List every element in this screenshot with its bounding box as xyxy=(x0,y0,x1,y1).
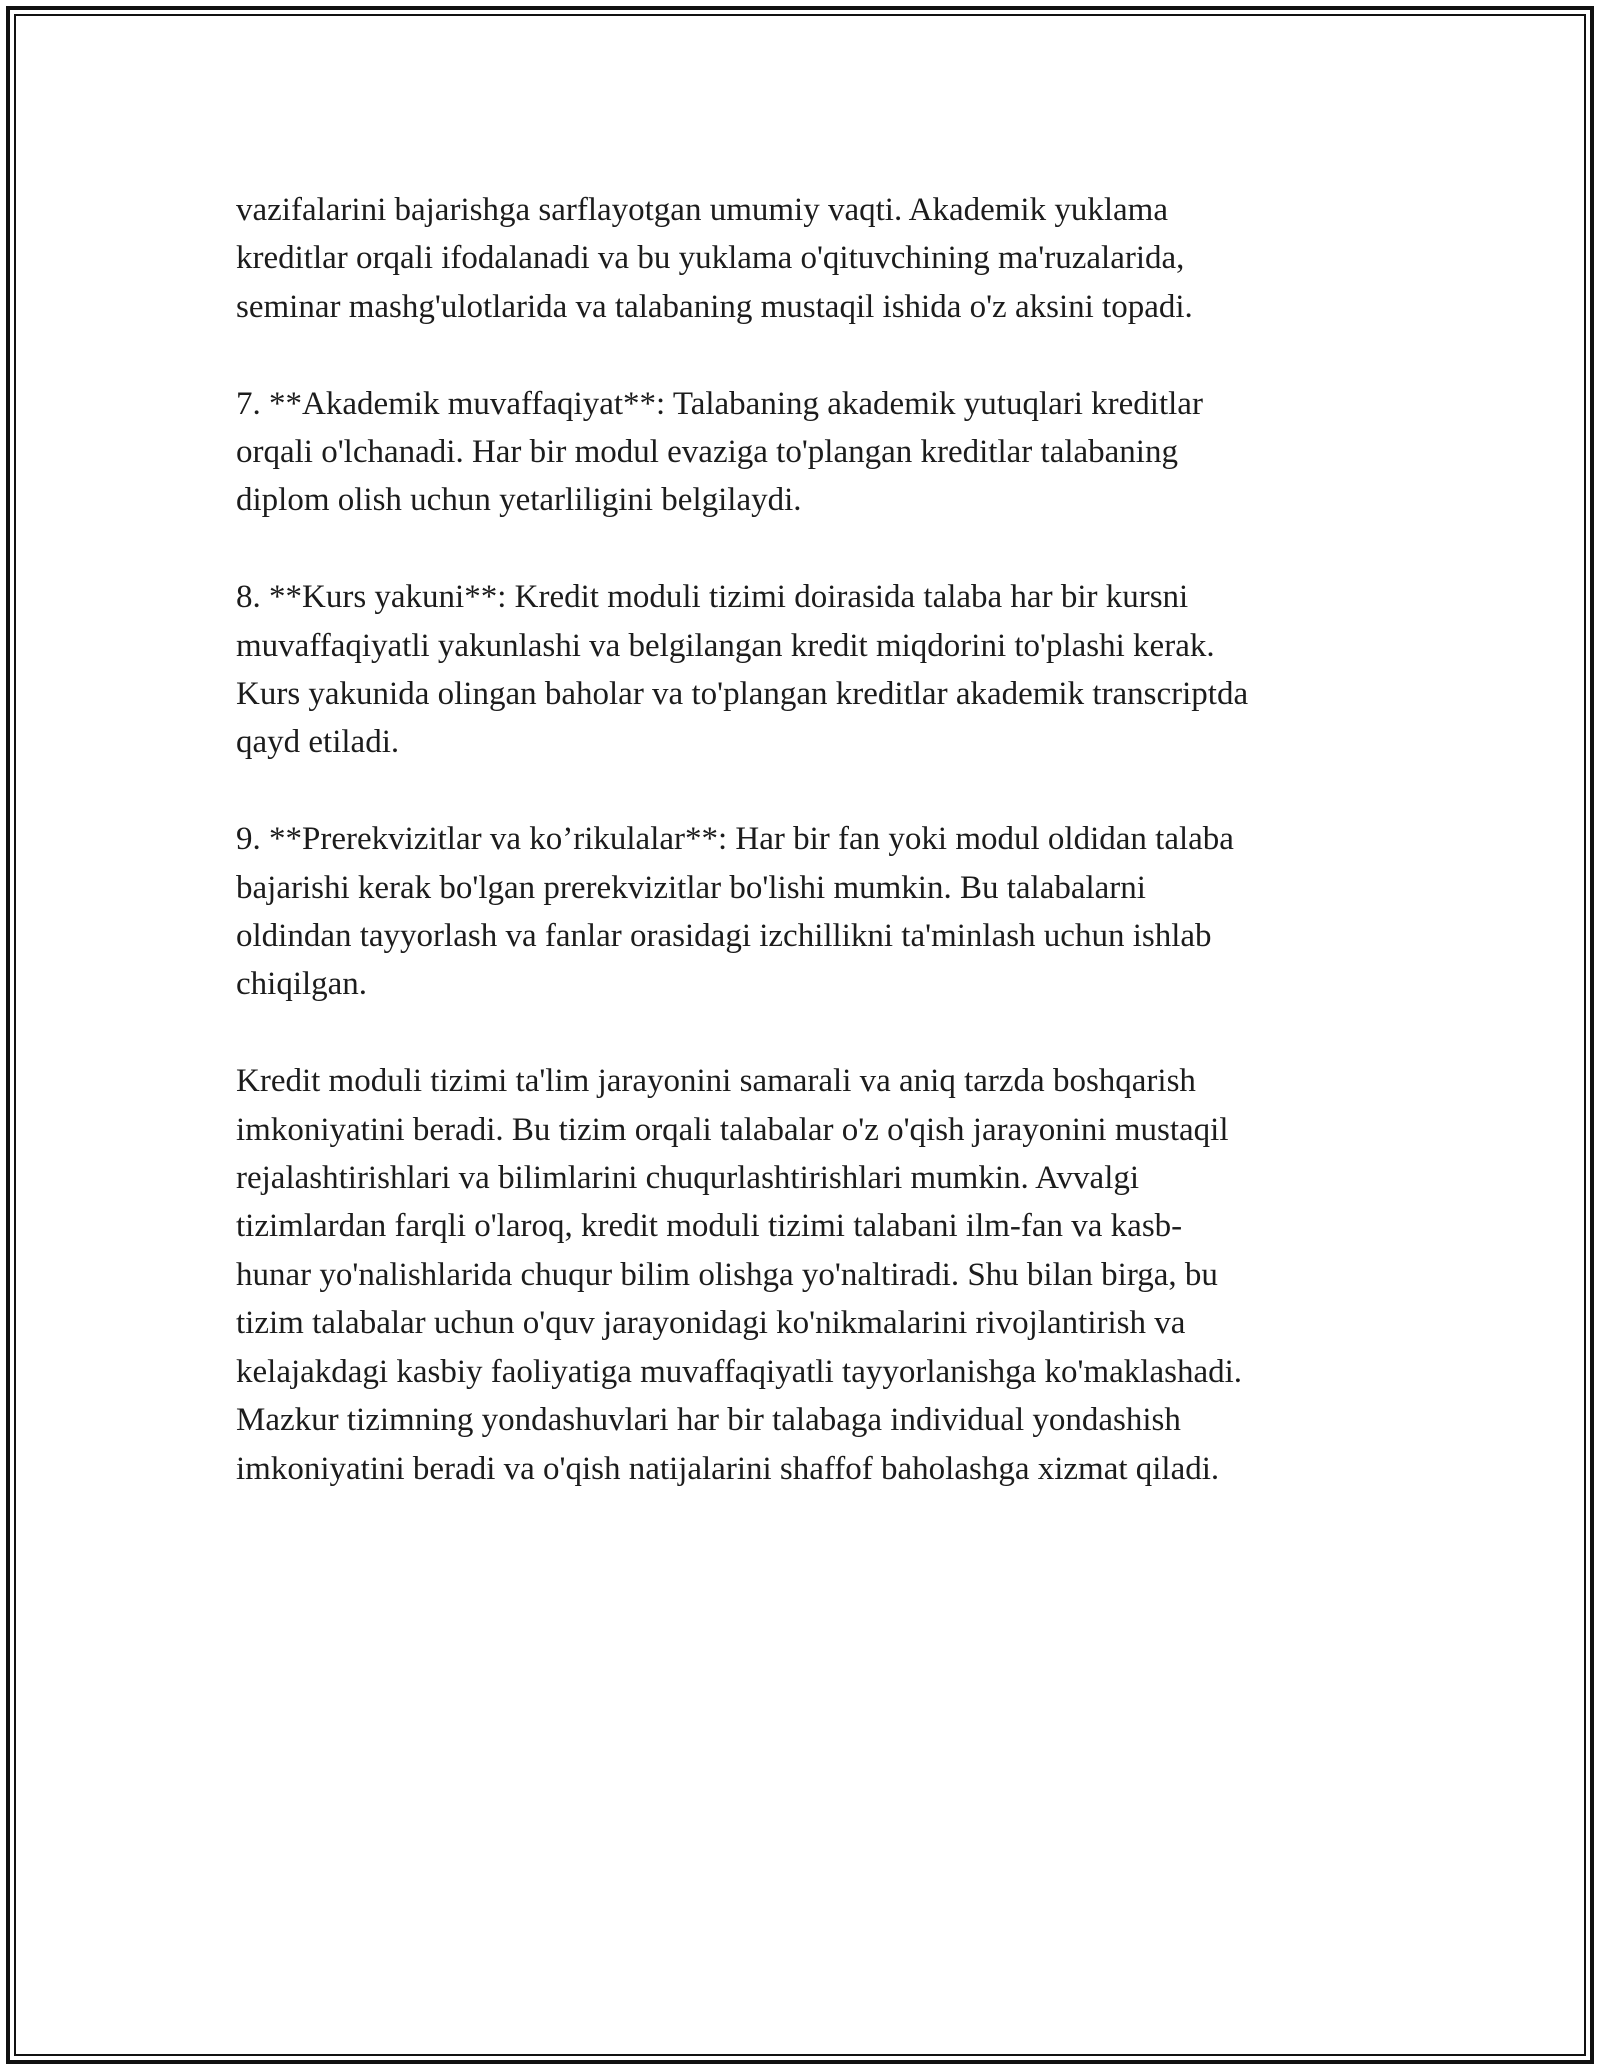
paragraph-conclusion: Kredit moduli tizimi ta'lim jarayonini samarali va aniq tarzda boshqarish imkoniyatini beradi. Bu tizim orqali talabalar o'z o'qish jarayonini mustaqil rejalashtirishlari va bilimlarini chuqurlashtirishlari mumkin. Avvalgi tizimlardan farqli o'laroq, kredit moduli tizimi talabani ilm-fan va kasb- hunar yo'nalishlarida chuqur bilim olishga yo'naltiradi. Shu bilan birga, bu tizim talabalar uchun o'quv jarayonidagi ko'nikmalarini rivojlantirish va kelajakdagi kasbiy faoliyatiga muvaffaqiyatli tayyorlanishga ko'maklashadi. Mazkur tizimning yondashuvlari har bir talabaga individual yondashish imkoniyatini beradi va o'qish natijalarini shaffof baholashga xizmat qiladi. xyxy=(236,1063,1243,1487)
paragraph-academic-load: vazifalarini bajarishga sarflayotgan umumiy vaqti. Akademik yuklama kreditlar orqali ifodalanadi va bu yuklama o'qituvchining ma'ruzalarida, seminar mashg'ulotlarida va talabaning mustaqil ishida o'z aksini topadi. xyxy=(236,192,1193,325)
paragraph-academic-success: 7. **Akademik muvaffaqiyat**: Talabaning akademik yutuqlari kreditlar orqali o'lchanadi. Har bir modul evaziga to'plangan kreditlar talabaning diplom olish uchun yetarliligini belgilaydi. xyxy=(236,385,1203,519)
document-body xyxy=(236,186,1366,1493)
paragraph-course-completion: 8. **Kurs yakuni**: Kredit moduli tizimi doirasida talaba har bir kursni muvaffaqiyatli yakunlashi va belgilangan kredit miqdorini to'plashi kerak. Kurs yakunida olingan baholar va to'plangan kreditlar akademik transcriptda qayd etiladi. xyxy=(236,579,1249,761)
paragraph-prerequisites: 9. **Prerekvizitlar va ko’rikulalar**: Har bir fan yoki modul oldidan talaba bajarishi kerak bo'lgan prerekvizitlar bo'lishi mumkin. Bu talabalarni oldindan tayyorlash va fanlar orasidagi izchillikni ta'minlash uchun ishlab chiqilgan. xyxy=(236,821,1234,1003)
